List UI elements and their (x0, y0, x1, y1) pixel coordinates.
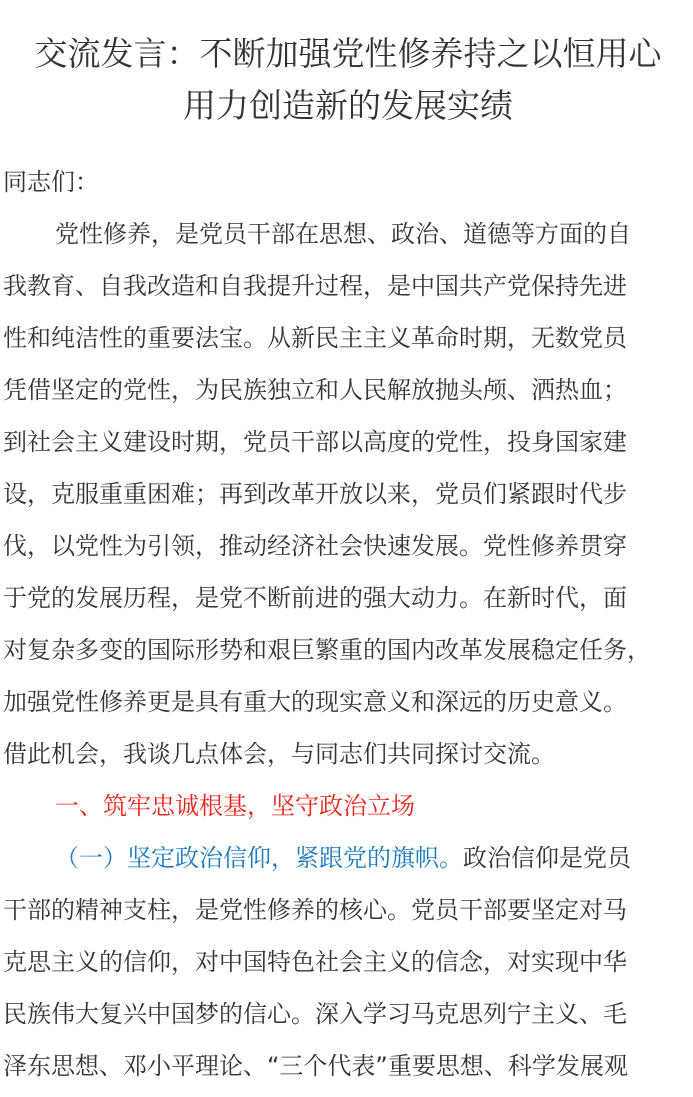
paragraph-line: 党性修养，是党员干部在思想、政治、道德等方面的自 (55, 220, 631, 248)
title-line-1: 交流发言：不断加强党性修养持之以恒用心 (34, 34, 662, 73)
paragraph-section-1-1 (3, 832, 693, 1092)
title-line-2: 用力创造新的发展实绩 (183, 86, 513, 125)
paragraph-line: 我教育、自我改造和自我提升过程，是中国共产党保持先进 (3, 272, 627, 300)
paragraph-line: 对复杂多变的国际形势和艰巨繁重的国内改革发展稳定任务， (3, 636, 651, 664)
paragraph-line: 到社会主义建设时期，党员干部以高度的党性，投身国家建 (3, 428, 627, 456)
paragraph-text: 政治信仰是党员 (463, 844, 631, 872)
paragraph-intro (3, 208, 693, 780)
salutation: 同志们： (3, 168, 99, 196)
paragraph-line: 加强党性修养更是具有重大的现实意义和深远的历史意义。 (3, 688, 627, 716)
paragraph-line: 克思主义的信仰，对中国特色社会主义的信念，对实现中华 (3, 948, 627, 976)
document-title (3, 0, 693, 132)
paragraph-line: 干部的精神支柱，是党性修养的核心。党员干部要坚定对马 (3, 896, 627, 924)
section-heading: 一、筑牢忠诚根基，坚守政治立场 (55, 792, 415, 820)
paragraph-line: 民族伟大复兴中国梦的信心。深入学习马克思列宁主义、毛 (3, 1000, 627, 1028)
paragraph-line: 借此机会，我谈几点体会，与同志们共同探讨交流。 (3, 740, 555, 768)
paragraph-line: 于党的发展历程，是党不断前进的强大动力。在新时代，面 (3, 584, 627, 612)
paragraph-line (3, 832, 693, 884)
subsection-heading: （一）坚定政治信仰，紧跟党的旗帜。 (55, 844, 463, 872)
paragraph-line: 凭借坚定的党性，为民族独立和人民解放抛头颅、洒热血； (3, 376, 627, 404)
paragraph-line: 性和纯洁性的重要法宝。从新民主主义革命时期，无数党员 (3, 324, 627, 352)
paragraph-line: 伐，以党性为引领，推动经济社会快速发展。党性修养贯穿 (3, 532, 627, 560)
document-body (3, 156, 693, 1092)
paragraph-line: 设，克服重重困难；再到改革开放以来，党员们紧跟时代步 (3, 480, 627, 508)
paragraph-line: 泽东思想、邓小平理论、“三个代表”重要思想、科学发展观 (3, 1052, 628, 1080)
